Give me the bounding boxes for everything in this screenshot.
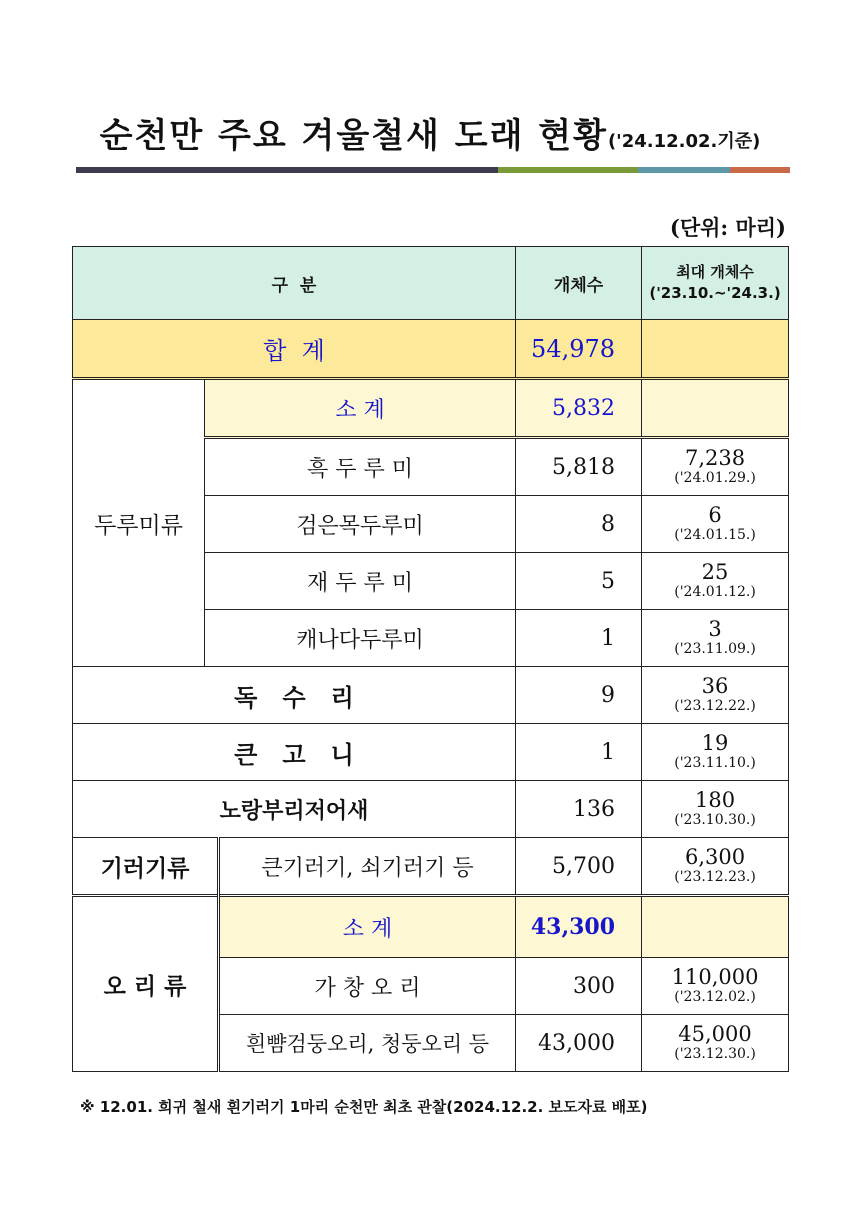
species-name: 큰 고 니 (73, 724, 516, 781)
title-underline-2 (498, 167, 638, 173)
max-value: 110,000 (671, 965, 759, 989)
species-max (642, 781, 789, 838)
max-value: 6,300 (684, 845, 746, 869)
table-row (73, 667, 789, 724)
species-count: 8 (516, 496, 642, 553)
max-date: ('24.01.12.) (674, 584, 756, 600)
species-max (642, 553, 789, 610)
max-value: 3 (708, 617, 722, 641)
max-date: ('23.12.30.) (674, 1046, 756, 1062)
max-date: ('23.10.30.) (674, 812, 756, 828)
max-value: 6 (708, 503, 722, 527)
species-count: 5,818 (516, 438, 642, 496)
total-max (642, 320, 789, 379)
header-max (642, 247, 789, 320)
header-count: 개체수 (516, 247, 642, 320)
species-name: 흑 두 루 미 (205, 438, 516, 496)
ori-subtotal-label: 소 계 (219, 896, 516, 958)
title-main: 순천만 주요 겨울철새 도래 현황 (99, 116, 608, 156)
species-count: 1 (516, 610, 642, 667)
footnote: ※ 12.01. 희귀 철새 흰기러기 1마리 순천만 최초 관찰(2024.12.2. 보도자료 배포) (80, 1098, 648, 1116)
total-row (73, 320, 789, 379)
max-value: 19 (701, 731, 729, 755)
page-title (0, 108, 860, 157)
durumi-subtotal-max (642, 379, 789, 438)
species-max (642, 1015, 789, 1072)
species-name: 재 두 루 미 (205, 553, 516, 610)
species-name: 노랑부리저어새 (73, 781, 516, 838)
group-durumi: 두루미류 (73, 379, 205, 667)
species-max (642, 496, 789, 553)
species-name: 독 수 리 (73, 667, 516, 724)
table-row (73, 838, 789, 896)
durumi-subtotal-count: 5,832 (516, 379, 642, 438)
total-label: 합 계 (73, 320, 516, 379)
ori-subtotal-max (642, 896, 789, 958)
max-value: 25 (701, 560, 729, 584)
species-count: 300 (516, 958, 642, 1015)
title-sub: ('24.12.02.기준) (607, 131, 761, 152)
species-name: 캐나다두루미 (205, 610, 516, 667)
species-max (642, 724, 789, 781)
species-max (642, 667, 789, 724)
table-row (73, 781, 789, 838)
species-count: 1 (516, 724, 642, 781)
species-count: 43,000 (516, 1015, 642, 1072)
max-date: ('23.12.02.) (674, 989, 756, 1005)
header-category: 구 분 (73, 247, 516, 320)
table-row (73, 724, 789, 781)
header-max-line1: 최대 개체수 (676, 263, 754, 281)
durumi-subtotal-label: 소 계 (205, 379, 516, 438)
unit-label: (단위: 마리) (669, 215, 786, 240)
species-name: 검은목두루미 (205, 496, 516, 553)
species-max (642, 958, 789, 1015)
group-giregi: 기러기류 (73, 838, 219, 896)
species-max (642, 438, 789, 496)
bird-count-table (72, 246, 789, 1072)
ori-subtotal-count: 43,300 (516, 896, 642, 958)
header-max-line2: ('23.10.~'24.3.) (649, 284, 781, 302)
table-header-row (73, 247, 789, 320)
max-date: ('23.11.10.) (674, 755, 756, 771)
group-ori: 오 리 류 (73, 896, 219, 1072)
max-value: 7,238 (684, 446, 746, 470)
max-value: 36 (701, 674, 729, 698)
species-max (642, 610, 789, 667)
max-date: ('23.12.23.) (674, 869, 756, 885)
title-underline-4 (730, 167, 790, 173)
species-count: 5 (516, 553, 642, 610)
max-value: 45,000 (678, 1022, 752, 1046)
max-date: ('23.11.09.) (674, 641, 756, 657)
species-count: 9 (516, 667, 642, 724)
species-name: 가 창 오 리 (219, 958, 516, 1015)
species-name: 흰뺨검둥오리, 청둥오리 등 (219, 1015, 516, 1072)
species-count: 136 (516, 781, 642, 838)
max-value: 180 (694, 788, 736, 812)
max-date: ('24.01.29.) (674, 470, 756, 486)
species-count: 5,700 (516, 838, 642, 896)
total-count: 54,978 (516, 320, 642, 379)
species-max (642, 838, 789, 896)
max-date: ('23.12.22.) (674, 698, 756, 714)
title-underline-3 (638, 167, 730, 173)
durumi-subtotal-row (73, 379, 789, 438)
title-underline-1 (76, 167, 498, 173)
species-name: 큰기러기, 쇠기러기 등 (219, 838, 516, 896)
ori-subtotal-row (73, 896, 789, 958)
max-date: ('24.01.15.) (674, 527, 756, 543)
